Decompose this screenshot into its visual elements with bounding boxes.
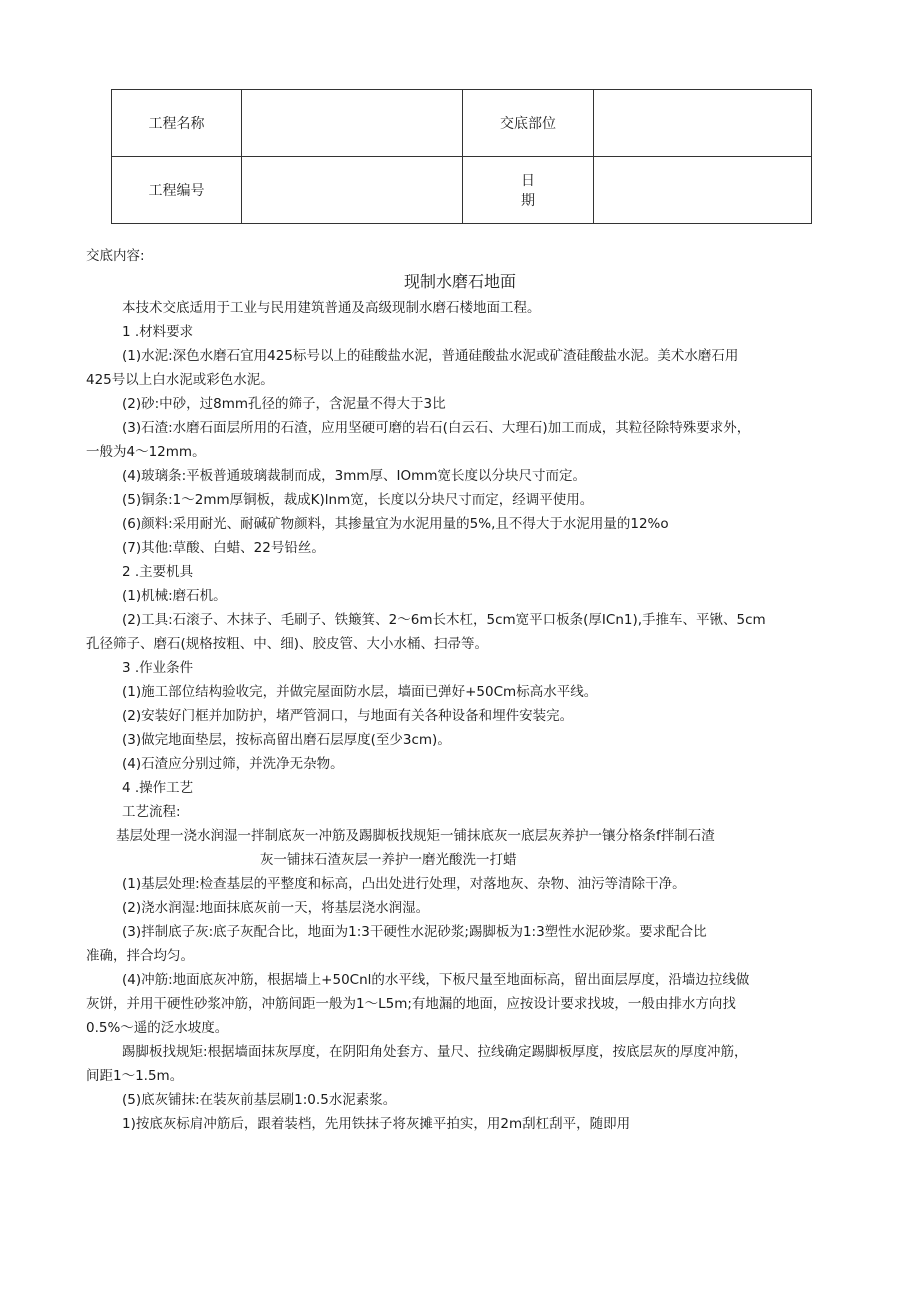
tools-item-2b: 孔径筛子、磨石(规格按粗、中、细)、胶皮管、大小水桶、扫帚等。 <box>86 636 489 652</box>
conditions-item-4: (4)石渣应分别过筛，并洗净无杂物。 <box>122 756 344 772</box>
materials-item-1a: (1)水泥:深色水磨石宜用425标号以上的硅酸盐水泥，普通硅酸盐水泥或矿渣硅酸盐水泥。美术水磨石用 <box>122 348 739 364</box>
materials-item-3b: 一般为4〜12mm。 <box>86 444 206 460</box>
process-item-3b: 准确，拌合均匀。 <box>86 948 194 964</box>
process-item-3a: (3)拌制底子灰:底子灰配合比，地面为1:3干硬性水泥砂浆;踢脚板为1:3塑性水泥砂浆。要求配合比 <box>122 924 707 940</box>
materials-item-6: (6)颜料:采用耐光、耐碱矿物颜料，其掺量宜为水泥用量的5%,且不得大于水泥用量的12%o <box>122 516 669 532</box>
document-body <box>86 244 834 1136</box>
conditions-item-3: (3)做完地面垫层，按标高留出磨石层厚度(至少3cm)。 <box>122 732 451 748</box>
process-flow-line-2: 灰一铺抹石渣灰层一养护一磨光酸洗一打蜡 <box>260 852 517 868</box>
materials-item-5: (5)铜条:1〜2mm厚铜板，裁成K)lnm宽，长度以分块尺寸而定，经调平使用。 <box>122 492 594 508</box>
process-flow-label: 工艺流程: <box>122 804 181 820</box>
project-name-value <box>242 90 463 157</box>
tools-item-2a: (2)工具:石滚子、木抹子、毛刷子、铁簸箕、2〜6m长木杠，5cm宽平口板条(厚ICn1),手推车、平锹、5cm <box>122 612 766 628</box>
header-table <box>111 89 812 224</box>
materials-item-2: (2)砂:中砂，过8mm孔径的筛子，含泥量不得大于3比 <box>122 396 446 412</box>
materials-item-1b: 425号以上白水泥或彩色水泥。 <box>86 372 274 388</box>
materials-item-3a: (3)石渣:水磨石面层所用的石渣，应用坚硬可磨的岩石(白云石、大理石)加工而成，其粒径除特殊要求外， <box>122 420 751 436</box>
location-value <box>594 90 812 157</box>
project-no-value <box>242 157 463 224</box>
conditions-item-1: (1)施工部位结构验收完，并做完屋面防水层，墙面已弹好+50Cm标高水平线。 <box>122 684 598 700</box>
process-item-4a: (4)冲筋:地面底灰冲筋，根据墙上+50Cnl的水平线，下板尺量至地面标高，留出面层厚度，沿墙边拉线做 <box>122 972 750 988</box>
process-item-4c: 0.5%〜遥的泛水坡度。 <box>86 1020 229 1036</box>
date-value <box>594 157 812 224</box>
process-item-4b: 灰饼，并用干硬性砂浆冲筋，冲筋间距一般为1〜L5m;有地漏的地面，应按设计要求找坡，一般由排水方向找 <box>86 996 736 1012</box>
project-name-label: 工程名称 <box>112 90 242 157</box>
header-row-1 <box>112 90 812 157</box>
process-item-5: (5)底灰铺抹:在装灰前基层刷1:0.5水泥素浆。 <box>122 1092 397 1108</box>
content-label: 交底内容: <box>86 248 145 264</box>
materials-item-7: (7)其他:草酸、白蜡、22号铅丝。 <box>122 540 325 556</box>
intro-paragraph: 本技术交底适用于工业与民用建筑普通及高级现制水磨石楼地面工程。 <box>122 300 541 316</box>
process-item-5-1: 1)按底灰标肩冲筋后，跟着装档，先用铁抹子将灰摊平拍实，用2m刮杠刮平，随即用 <box>122 1116 631 1132</box>
process-item-2: (2)浇水润湿:地面抹底灰前一天，将基层浇水润湿。 <box>122 900 430 916</box>
process-flow-line-1: 基层处理一浇水润湿一拌制底灰一冲筋及踢脚板找规矩一铺抹底灰一底层灰养护一镶分格条f拌制石渣 <box>116 828 715 844</box>
section-heading-tools: 2 .主要机具 <box>122 564 194 580</box>
process-item-1: (1)基层处理:检查基层的平整度和标高，凸出处进行处理，对落地灰、杂物、油污等清除干净。 <box>122 876 686 892</box>
kickboard-paragraph-b: 间距1〜1.5m。 <box>86 1068 184 1084</box>
conditions-item-2: (2)安装好门框并加防护，堵严管洞口，与地面有关各种设备和埋件安装完。 <box>122 708 574 724</box>
tools-item-1: (1)机械:磨石机。 <box>122 588 227 604</box>
section-heading-materials: 1 .材料要求 <box>122 324 194 340</box>
kickboard-paragraph-a: 踢脚板找规矩:根据墙面抹灰厚度，在阴阳角处套方、量尺、拉线确定踢脚板厚度，按底层灰的厚度冲筋， <box>122 1044 748 1060</box>
materials-item-4: (4)玻璃条:平板普通玻璃裁制而成，3mm厚、IOmm宽长度以分块尺寸而定。 <box>122 468 586 484</box>
header-row-2 <box>112 157 812 224</box>
section-heading-conditions: 3 .作业条件 <box>122 660 194 676</box>
date-label: 日期 <box>463 157 594 224</box>
document-title: 现制水磨石地面 <box>403 272 516 291</box>
section-heading-process: 4 .操作工艺 <box>122 780 194 796</box>
location-label: 交底部位 <box>463 90 594 157</box>
project-no-label: 工程编号 <box>112 157 242 224</box>
